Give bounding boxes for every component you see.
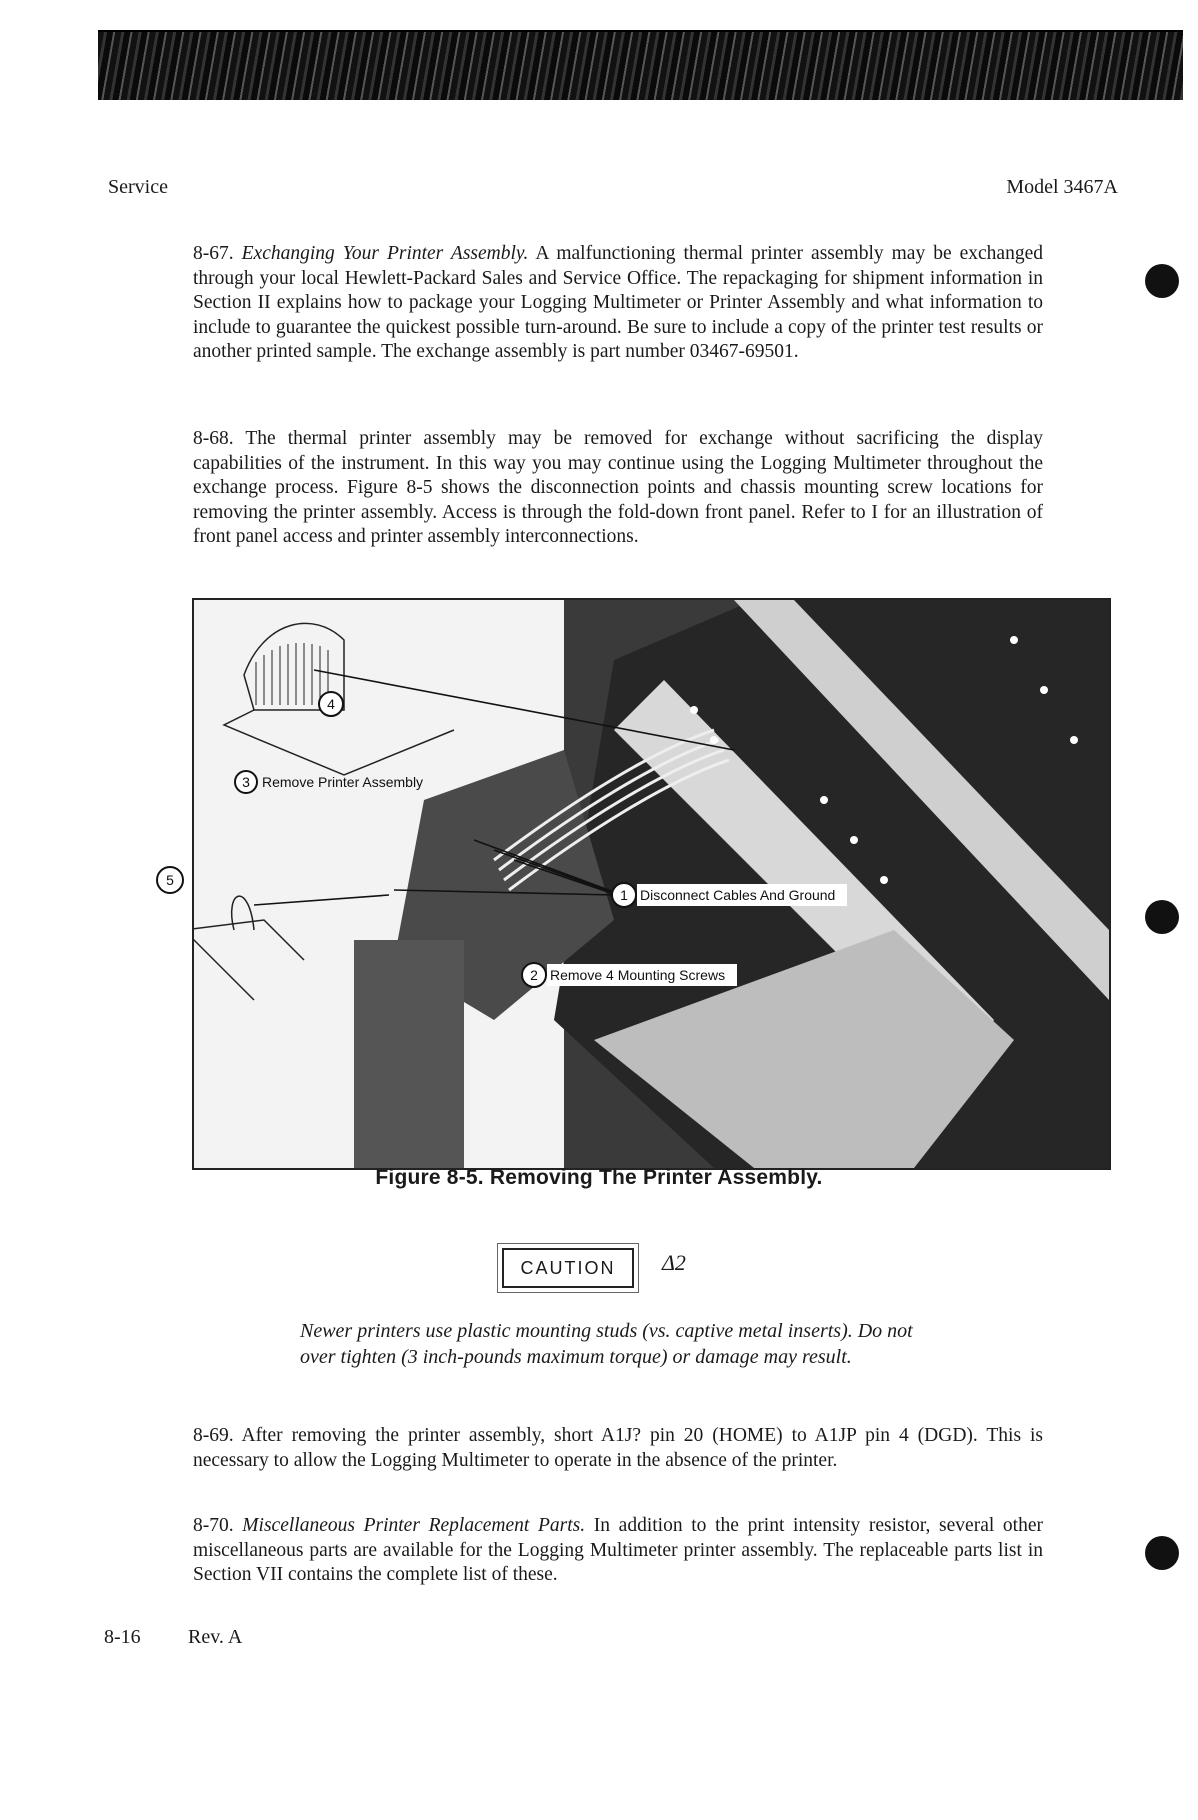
figure-illustration (194, 600, 1109, 1168)
paragraph-8-67 (193, 242, 1043, 365)
paragraph-number: 8-70. (193, 1515, 234, 1536)
callout-3-text: Remove Printer Assembly (262, 774, 424, 790)
paragraph-8-68: 8-68. The thermal printer assembly may be removed for exchange without sacrificing the display capabilities of the instrument. In this way you may continue using the Logging Multimeter throughout the exchange process. Figure 8-5 shows the disconnection points and chassis mounting screw locations for removing the printer assembly. Access is through the fold-down front panel. Refer to I for an illustration of front panel access and printer assembly interconnections. (193, 428, 1043, 547)
paragraph-body: In addition to the print intensity resistor, several other miscellaneous parts are available for the Logging Multimeter printer assembly. The replaceable parts list in Section VII contains the complete list of these. (193, 1515, 1043, 1585)
caution-label: CAUTION (502, 1248, 634, 1288)
running-header-right: Model 3467A (1006, 176, 1118, 198)
callout-3-number: 3 (242, 774, 250, 790)
callout-1-number: 1 (620, 887, 628, 903)
binder-hole (1145, 264, 1179, 298)
caution-text: Newer printers use plastic mounting studs (vs. captive metal inserts). Do not over tighten (3 inch-pounds maximum torque) or damage may result. (300, 1320, 913, 1368)
running-header-left: Service (108, 176, 168, 198)
paragraph-title: Exchanging Your Printer Assembly. (241, 243, 529, 264)
binder-hole (1145, 900, 1179, 934)
paragraph-number: 8-67. (193, 243, 234, 264)
scanned-top-band (98, 30, 1183, 100)
binder-hole (1145, 1536, 1179, 1570)
callout-2-text: Remove 4 Mounting Screws (550, 967, 726, 983)
paragraph-8-69: 8-69. After removing the printer assembly, short A1J? pin 20 (HOME) to A1JP pin 4 (DGD). This is necessary to allow the Logging Multimeter to operate in the absence of the printer. (193, 1425, 1043, 1471)
figure-caption: Figure 8-5. Removing The Printer Assembly. (375, 1166, 823, 1189)
figure-8-5 (192, 598, 1111, 1170)
callout-5-marker (150, 860, 190, 900)
footer-page-number: 8-16 (104, 1626, 141, 1648)
paragraph-title: Miscellaneous Printer Replacement Parts. (242, 1515, 586, 1536)
footer-revision: Rev. A (188, 1626, 243, 1648)
paragraph-body: A malfunctioning thermal printer assembly may be exchanged through your local Hewlett-Packard Sales and Service Office. The repackaging for shipment information in Section II explains how to package your Logging Multimeter or Printer Assembly and what information to include to guarantee the quickest possible turn-around. Be sure to include a copy of the printer test results or another printed sample. The exchange assembly is part number 03467-69501. (193, 243, 1043, 362)
callout-1-text: Disconnect Cables And Ground (640, 887, 836, 903)
callout-4-number: 4 (327, 696, 335, 712)
paragraph-8-70 (193, 1514, 1043, 1588)
caution-revision-mark: Δ2 (662, 1250, 686, 1275)
callout-2-number: 2 (530, 967, 538, 983)
callout-5-number: 5 (166, 872, 174, 888)
